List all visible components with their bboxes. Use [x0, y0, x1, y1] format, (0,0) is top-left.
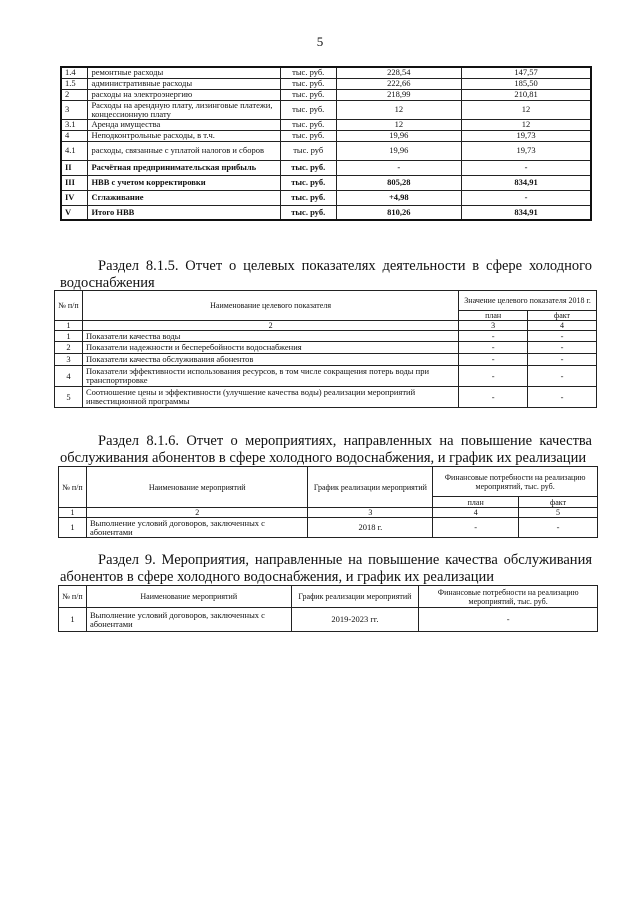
row-plan: 12: [336, 119, 461, 130]
row-number: IV: [61, 190, 88, 205]
table-row: [55, 366, 597, 387]
row-number: 1.4: [61, 67, 88, 78]
index-cell: 1: [59, 508, 87, 518]
row-fact: 12: [462, 100, 591, 119]
section-815-heading: Раздел 8.1.5. Отчет о целевых показателях деятельности в сфере холодного водоснабжения: [60, 258, 592, 291]
row-number: 1: [59, 608, 87, 632]
row-unit: тыс. руб: [280, 141, 336, 160]
row-number: 3: [61, 100, 88, 119]
row-fact: 19,73: [462, 130, 591, 141]
row-name: Соотношение цены и эффективности (улучшение качества воды) реализации мероприятий инвестиционной программы: [82, 387, 458, 408]
table-row: [61, 141, 591, 160]
row-number: 5: [55, 387, 83, 408]
row-number: 3: [55, 354, 83, 366]
index-cell: 3: [459, 321, 528, 331]
row-finance: -: [419, 608, 598, 632]
table-row: [55, 331, 597, 342]
row-number: III: [61, 175, 88, 190]
row-fact: -: [528, 387, 597, 408]
table-row: [55, 354, 597, 366]
table-row: [61, 175, 591, 190]
row-plan: 228,54: [336, 67, 461, 78]
row-fact: 19,73: [462, 141, 591, 160]
row-plan: -: [459, 387, 528, 408]
index-cell: 4: [433, 508, 519, 518]
col-num-header: № п/п: [55, 291, 83, 321]
row-plan: -: [433, 518, 519, 538]
row-plan: 222,66: [336, 78, 461, 89]
row-number: 4: [55, 366, 83, 387]
row-number: II: [61, 160, 88, 175]
index-cell: 1: [55, 321, 83, 331]
table-row: [61, 78, 591, 89]
row-number: 4.1: [61, 141, 88, 160]
col-value-header: Значение целевого показателя 2018 г.: [459, 291, 597, 311]
row-name: НВВ с учетом корректировки: [88, 175, 280, 190]
row-fact: 834,91: [462, 175, 591, 190]
row-unit: тыс. руб.: [280, 190, 336, 205]
row-name: Сглаживание: [88, 190, 280, 205]
row-name: ремонтные расходы: [88, 67, 280, 78]
cost-table: [60, 66, 592, 221]
row-plan: -: [459, 331, 528, 342]
row-name: расходы на электроэнергию: [88, 89, 280, 100]
row-name: расходы, связанные с уплатой налогов и сборов: [88, 141, 280, 160]
row-plan: 218,99: [336, 89, 461, 100]
row-plan: +4,98: [336, 190, 461, 205]
row-number: 2: [61, 89, 88, 100]
table-row: [59, 608, 598, 632]
row-number: 3.1: [61, 119, 88, 130]
col-fact-header: факт: [528, 311, 597, 321]
row-unit: тыс. руб.: [280, 205, 336, 220]
row-unit: тыс. руб.: [280, 160, 336, 175]
row-fact: -: [462, 160, 591, 175]
col-plan-header: план: [459, 311, 528, 321]
row-plan: -: [459, 354, 528, 366]
index-cell: 4: [528, 321, 597, 331]
row-fact: -: [528, 354, 597, 366]
row-name: Аренда имущества: [88, 119, 280, 130]
index-cell: 2: [86, 508, 308, 518]
row-plan: 805,28: [336, 175, 461, 190]
row-fact: 185,50: [462, 78, 591, 89]
measures-report-table: [58, 466, 598, 538]
page-number: 5: [316, 34, 324, 49]
table-row: [61, 100, 591, 119]
row-fact: -: [528, 366, 597, 387]
row-number: 4: [61, 130, 88, 141]
table-row: [61, 160, 591, 175]
row-unit: тыс. руб.: [280, 119, 336, 130]
col-num-header: № п/п: [59, 467, 87, 508]
row-name: Итого НВВ: [88, 205, 280, 220]
col-name-header: Наименование целевого показателя: [82, 291, 458, 321]
row-fact: -: [519, 518, 598, 538]
row-name: Показатели качества воды: [82, 331, 458, 342]
table-row: [55, 387, 597, 408]
index-cell: 3: [308, 508, 433, 518]
row-schedule: 2018 г.: [308, 518, 433, 538]
index-cell: 5: [519, 508, 598, 518]
section-9-heading: Раздел 9. Мероприятия, направленные на повышение качества обслуживания абонентов в сфере холодного водоснабжения, и график их реализации: [60, 552, 592, 585]
col-num-header: № п/п: [59, 586, 87, 608]
table-row: [61, 119, 591, 130]
row-fact: -: [528, 342, 597, 354]
col-schedule-header: График реализации мероприятий: [291, 586, 419, 608]
row-name: Расходы на арендную плату, лизинговые платежи, концессионную плату: [88, 100, 280, 119]
col-fact-header: факт: [519, 497, 598, 508]
row-plan: 810,26: [336, 205, 461, 220]
col-name-header: Наименование мероприятий: [86, 467, 308, 508]
col-schedule-header: График реализации мероприятий: [308, 467, 433, 508]
measures-plan-table: [58, 585, 598, 632]
row-plan: 12: [336, 100, 461, 119]
target-indicators-table: [54, 290, 597, 408]
row-fact: 12: [462, 119, 591, 130]
row-number: 1: [59, 518, 87, 538]
row-unit: тыс. руб.: [280, 89, 336, 100]
row-number: V: [61, 205, 88, 220]
col-finance-header: Финансовые потребности на реализацию мероприятий, тыс. руб.: [419, 586, 598, 608]
row-number: 2: [55, 342, 83, 354]
row-name: Выполнение условий договоров, заключенных с абонентами: [86, 518, 308, 538]
row-plan: -: [459, 342, 528, 354]
col-finance-header: Финансовые потребности на реализацию мероприятий, тыс. руб.: [433, 467, 598, 497]
row-fact: 210,81: [462, 89, 591, 100]
row-number: 1: [55, 331, 83, 342]
row-plan: -: [459, 366, 528, 387]
row-fact: 147,57: [462, 67, 591, 78]
row-plan: 19,96: [336, 130, 461, 141]
row-unit: тыс. руб.: [280, 130, 336, 141]
row-fact: -: [528, 331, 597, 342]
col-plan-header: план: [433, 497, 519, 508]
row-name: Расчётная предпринимательская прибыль: [88, 160, 280, 175]
row-unit: тыс. руб.: [280, 175, 336, 190]
table-row: [61, 89, 591, 100]
table-row: [61, 190, 591, 205]
section-816-heading: Раздел 8.1.6. Отчет о мероприятиях, направленных на повышение качества обслуживания абонентов в сфере холодного водоснабжения, и график их реализации: [60, 433, 592, 466]
row-name: Неподконтрольные расходы, в т.ч.: [88, 130, 280, 141]
row-fact: 834,91: [462, 205, 591, 220]
row-fact: -: [462, 190, 591, 205]
table-row: [59, 518, 598, 538]
table-row: [55, 342, 597, 354]
row-unit: тыс. руб.: [280, 100, 336, 119]
index-cell: 2: [82, 321, 458, 331]
row-name: Показатели эффективности использования ресурсов, в том числе сокращения потерь воды при транспортировке: [82, 366, 458, 387]
row-plan: -: [336, 160, 461, 175]
row-name: административные расходы: [88, 78, 280, 89]
row-unit: тыс. руб.: [280, 67, 336, 78]
row-name: Показатели качества обслуживания абонентов: [82, 354, 458, 366]
row-plan: 19,96: [336, 141, 461, 160]
table-row: [61, 67, 591, 78]
row-schedule: 2019-2023 гг.: [291, 608, 419, 632]
table-row: [61, 130, 591, 141]
row-name: Выполнение условий договоров, заключенных с абонентами: [86, 608, 291, 632]
row-name: Показатели надежности и бесперебойности водоснабжения: [82, 342, 458, 354]
table-row: [61, 205, 591, 220]
col-name-header: Наименование мероприятий: [86, 586, 291, 608]
row-number: 1.5: [61, 78, 88, 89]
row-unit: тыс. руб.: [280, 78, 336, 89]
